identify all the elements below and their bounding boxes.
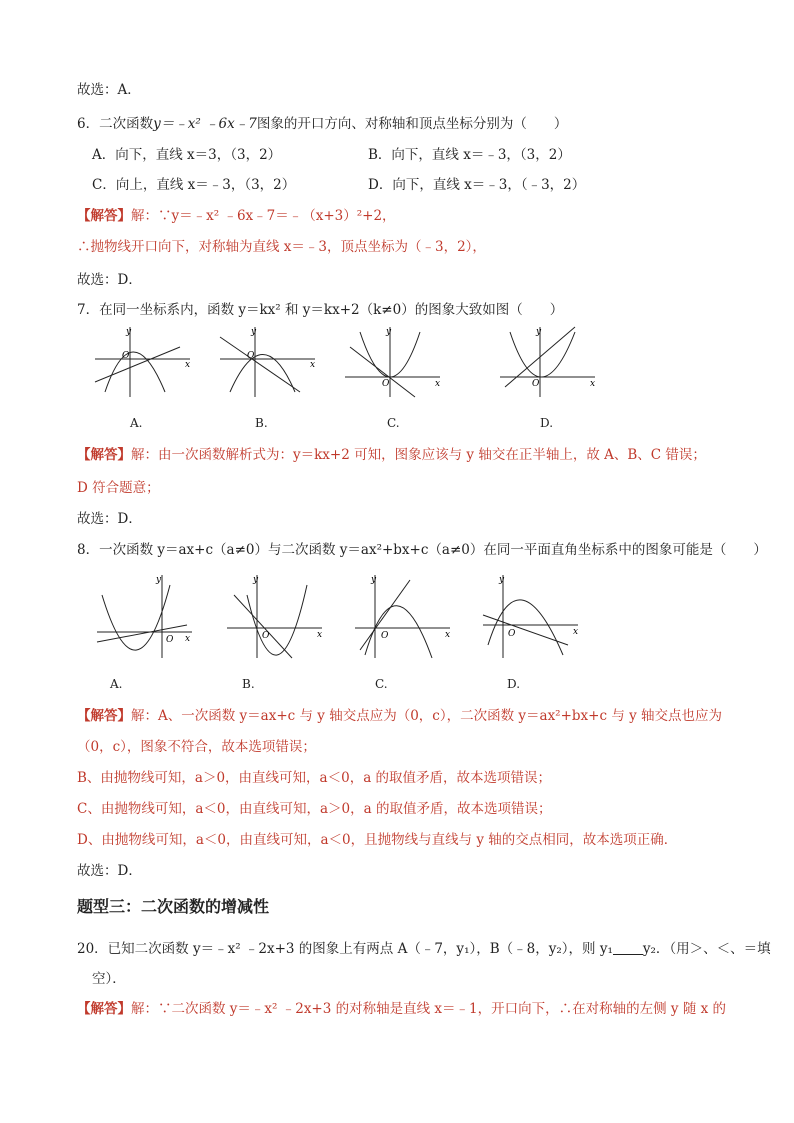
q8-answer-b: B、由抛物线可知，a＞0，由直线可知，a＜0，a 的取值矛盾，故本选项错误； xyxy=(77,770,552,786)
axis-x-label: x xyxy=(435,379,441,389)
axis-x-label: x xyxy=(317,630,323,640)
axis-x-label: x xyxy=(590,379,596,389)
q7-stem: 7．在同一坐标系内，函数 y＝kx² 和 y＝kx+2（k≠0）的图象大致如图（ ） xyxy=(77,302,564,318)
q6-option-d: D．向下，直线 x＝﹣3，（﹣3，2） xyxy=(368,177,586,193)
q7-graph-c xyxy=(340,322,450,402)
q7-conclusion: 故选：D． xyxy=(77,511,142,527)
q6-stem: 6．二次函数y＝﹣x² ﹣6x﹣7图象的开口方向、对称轴和顶点坐标分别为（ ） xyxy=(77,116,568,132)
axis-x-label: x xyxy=(573,627,579,637)
q5-conclusion: 故选：A． xyxy=(77,82,141,98)
axis-y-label: y xyxy=(386,327,392,337)
axis-origin-label: O xyxy=(122,351,130,361)
q8-graph-b xyxy=(222,570,332,662)
q6-conclusion: 故选：D． xyxy=(77,272,142,288)
q20-answer: 【解答】解：∵二次函数 y＝﹣x² ﹣2x+3 的对称轴是直线 x＝﹣1，开口向下，∴在对称轴的左侧 y 随 x 的 xyxy=(77,1001,727,1017)
q6-option-c: C．向上，直线 x＝﹣3，（3，2） xyxy=(92,177,296,193)
section-heading: 题型三：二次函数的增减性 xyxy=(77,897,270,916)
axis-origin-label: O xyxy=(262,631,270,641)
q8-answer-d: D、由抛物线可知，a＜0，由直线可知，a＜0，且抛物线与直线与 y 轴的交点相同，故本选项正确． xyxy=(77,832,678,848)
q7-answer: 【解答】解：由一次函数解析式为：y＝kx+2 可知，图象应该与 y 轴交在正半轴上，故 A、B、C 错误； xyxy=(77,447,706,463)
axis-origin-label: O xyxy=(381,631,389,641)
q20-stem: 20．已知二次函数 y＝﹣x² ﹣2x+3 的图象上有两点 A（﹣7，y₁），B（﹣8，y₂），则 y₁ y₂．（用＞、＜、＝填 xyxy=(77,941,771,957)
q8-graph-d xyxy=(478,570,588,662)
q6-answer: 【解答】解：∵y＝﹣x² ﹣6x﹣7＝﹣（x+3）²+2， xyxy=(77,208,396,224)
axis-x-label: x xyxy=(185,360,191,370)
q20-stem-line2: 空）． xyxy=(92,971,126,987)
q8-graph-c xyxy=(350,570,460,662)
q6-option-b: B．向下，直线 x＝﹣3，（3，2） xyxy=(368,147,571,163)
axis-origin-label: O xyxy=(508,629,516,639)
q7-graph-d xyxy=(495,322,605,402)
q7-graph-b xyxy=(215,322,325,402)
axis-origin-label: O xyxy=(247,351,255,361)
q8-graph-a xyxy=(92,570,202,662)
q8-label-c: C. xyxy=(375,677,388,691)
axis-y-label: y xyxy=(371,575,377,585)
axis-origin-label: O xyxy=(532,379,540,389)
axis-origin-label: O xyxy=(382,379,390,389)
axis-y-label: y xyxy=(251,327,257,337)
q8-conclusion: 故选：D． xyxy=(77,863,142,879)
axis-y-label: y xyxy=(253,575,259,585)
axis-x-label: x xyxy=(310,360,316,370)
q7-label-d: D. xyxy=(540,416,554,430)
q7-graph-a xyxy=(90,322,200,402)
axis-y-label: y xyxy=(499,575,505,585)
axis-origin-label: O xyxy=(166,635,174,645)
axis-x-label: x xyxy=(445,630,451,640)
axis-y-label: y xyxy=(536,327,542,337)
axis-y-label: y xyxy=(126,327,132,337)
q8-answer-line2: （0，c），图象不符合，故本选项错误； xyxy=(77,739,316,755)
q7-answer-line2: D 符合题意； xyxy=(77,480,160,496)
answer-blank[interactable] xyxy=(613,940,643,955)
q8-answer: 【解答】解：A、一次函数 y＝ax+c 与 y 轴交点应为（0，c），二次函数 y＝ax²+bx+c 与 y 轴交点也应为 xyxy=(77,708,723,724)
q7-label-a: A. xyxy=(130,416,143,430)
q7-label-c: C. xyxy=(387,416,400,430)
axis-x-label: x xyxy=(185,634,191,644)
axis-y-label: y xyxy=(156,575,162,585)
q8-label-a: A. xyxy=(110,677,123,691)
q8-stem: 8．一次函数 y＝ax+c（a≠0）与二次函数 y＝ax²+bx+c（a≠0）在同一平面直角坐标系中的图象可能是（ ） xyxy=(77,542,767,558)
q8-label-d: D. xyxy=(507,677,521,691)
q6-option-a: A．向下，直线 x＝3，（3，2） xyxy=(92,147,282,163)
q8-label-b: B. xyxy=(242,677,255,691)
q6-answer-line2: ∴抛物线开口向下，对称轴为直线 x＝﹣3，顶点坐标为（﹣3，2）， xyxy=(77,239,486,255)
q8-answer-c: C、由抛物线可知，a＜0，由直线可知，a＞0，a 的取值矛盾，故本选项错误； xyxy=(77,801,552,817)
q7-label-b: B. xyxy=(255,416,268,430)
